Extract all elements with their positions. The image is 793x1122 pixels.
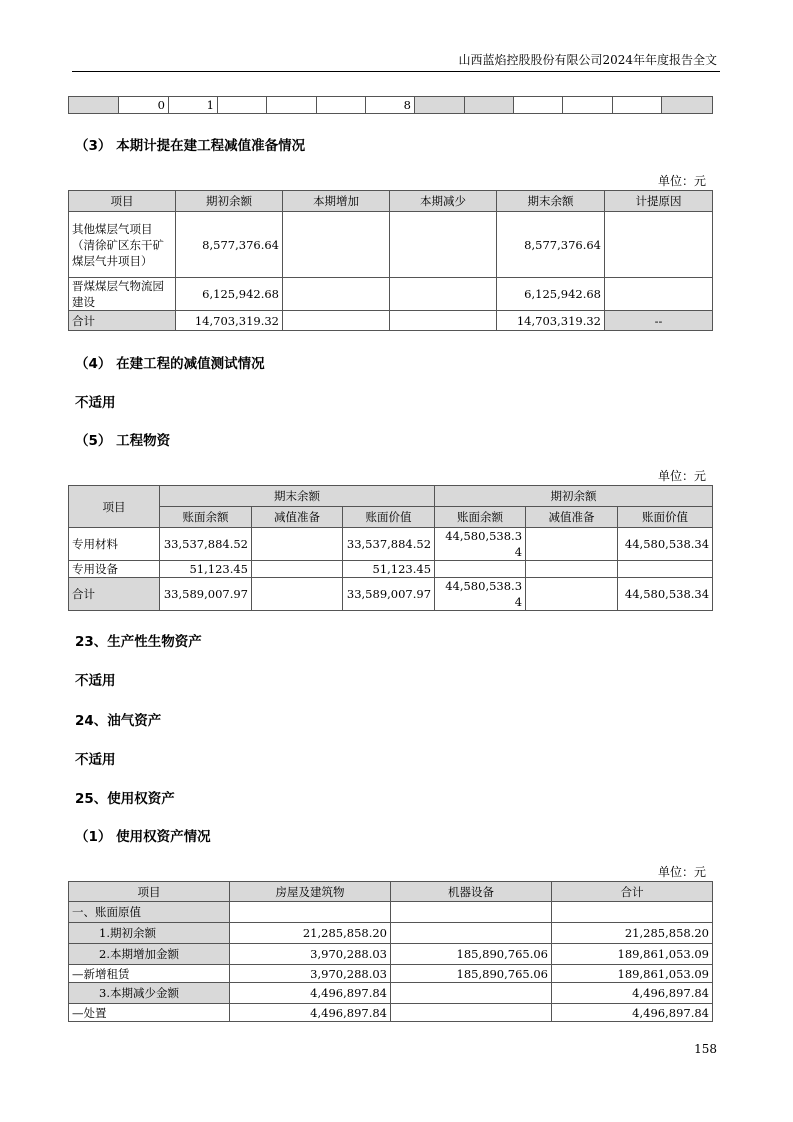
column-header: 项目 [69, 486, 160, 528]
table-cell: 44,580,538.34 [435, 578, 526, 611]
table-cell [391, 923, 552, 944]
table-cell [526, 561, 618, 578]
table-row [69, 278, 713, 311]
section-heading-impairment-test: （4） 在建工程的减值测试情况 [75, 356, 265, 372]
table-cell: 185,890,765.06 [391, 944, 552, 965]
row-label: 专用设备 [69, 561, 160, 578]
column-header: 机器设备 [391, 882, 552, 902]
table-cell: 4,496,897.84 [230, 983, 391, 1004]
column-header: 账面价值 [343, 507, 435, 528]
column-header: 期初余额 [176, 191, 283, 212]
section-heading-oil-gas: 24、油气资产 [75, 713, 162, 729]
table-cell: -- [605, 311, 713, 331]
column-header: 账面余额 [435, 507, 526, 528]
table-cell: 14,703,319.32 [176, 311, 283, 331]
table-cell [613, 97, 662, 114]
table-cell: 8,577,376.64 [497, 212, 605, 278]
column-header: 本期减少 [390, 191, 497, 212]
table-row [69, 983, 713, 1004]
table-cell: 21,285,858.20 [552, 923, 713, 944]
not-applicable-text: 不适用 [75, 673, 116, 689]
section-heading-rou-detail: （1） 使用权资产情况 [75, 829, 211, 845]
table-cell [391, 1004, 552, 1022]
table-cell [605, 212, 713, 278]
row-label: 合计 [69, 311, 176, 331]
materials-table [68, 485, 713, 611]
row-label: —处置 [69, 1004, 230, 1022]
table-row [69, 1004, 713, 1022]
section-heading-rou-assets: 25、使用权资产 [75, 791, 175, 807]
column-header: 计提原因 [605, 191, 713, 212]
header-divider [72, 71, 720, 72]
unit-label: 单位：元 [657, 469, 706, 483]
table-row [69, 212, 713, 278]
column-header: 期末余额 [497, 191, 605, 212]
table-cell [391, 983, 552, 1004]
table-cell: 44,580,538.34 [618, 528, 713, 561]
table-cell: 33,537,884.52 [343, 528, 435, 561]
table-cell [618, 561, 713, 578]
column-header: 本期增加 [283, 191, 390, 212]
table-cell: 3,970,288.03 [230, 944, 391, 965]
table-row-total [69, 311, 713, 331]
row-label: 1.期初余额 [69, 923, 230, 944]
table-cell [526, 578, 618, 611]
page-number: 158 [694, 1042, 717, 1056]
table-cell: 4,496,897.84 [552, 1004, 713, 1022]
table-cell: 44,580,538.34 [618, 578, 713, 611]
row-label: 2.本期增加金额 [69, 944, 230, 965]
table-cell: 8 [366, 97, 415, 114]
table-cell: 1 [169, 97, 218, 114]
table-cell: 51,123.45 [160, 561, 252, 578]
table-cell: 33,537,884.52 [160, 528, 252, 561]
table-cell [69, 97, 119, 114]
table-cell [283, 311, 390, 331]
table-cell [415, 97, 465, 114]
table-cell: 4,496,897.84 [230, 1004, 391, 1022]
table-cell [563, 97, 613, 114]
table-cell [605, 278, 713, 311]
table-cell [283, 278, 390, 311]
table-cell [218, 97, 267, 114]
table-cell [230, 902, 391, 923]
table-cell: 14,703,319.32 [497, 311, 605, 331]
table-cell: 0 [119, 97, 169, 114]
table-cell: 185,890,765.06 [391, 965, 552, 983]
table-row [69, 965, 713, 983]
table-row [69, 944, 713, 965]
table-cell [283, 212, 390, 278]
table-cell [514, 97, 563, 114]
table-row [69, 902, 713, 923]
column-header: 账面价值 [618, 507, 713, 528]
rou-table [68, 881, 713, 1022]
table-cell [662, 97, 713, 114]
table-cell [390, 311, 497, 331]
unit-label: 单位：元 [657, 174, 706, 188]
column-header: 项目 [69, 191, 176, 212]
row-label: 其他煤层气项目（清徐矿区东干矿煤层气井项目） [69, 212, 176, 278]
impairment-table [68, 190, 713, 331]
not-applicable-text: 不适用 [75, 395, 116, 411]
row-label: 晋煤煤层气物流园建设 [69, 278, 176, 311]
table-row [69, 923, 713, 944]
table-cell [391, 902, 552, 923]
column-header: 减值准备 [252, 507, 343, 528]
table-row-total [69, 578, 713, 611]
table-cell: 189,861,053.09 [552, 944, 713, 965]
section-heading-materials: （5） 工程物资 [75, 433, 171, 449]
table-cell: 6,125,942.68 [176, 278, 283, 311]
table-cell: 189,861,053.09 [552, 965, 713, 983]
table-cell: 44,580,538.34 [435, 528, 526, 561]
table-row [69, 528, 713, 561]
table-cell [317, 97, 366, 114]
table-row [69, 561, 713, 578]
table-cell: 4,496,897.84 [552, 983, 713, 1004]
table-cell [435, 561, 526, 578]
table-cell [252, 561, 343, 578]
table-cell: 8,577,376.64 [176, 212, 283, 278]
table-cell: 33,589,007.97 [343, 578, 435, 611]
report-header: 山西蓝焰控股股份有限公司2024年年度报告全文 [458, 53, 717, 67]
column-header: 项目 [69, 882, 230, 902]
column-group-header: 期初余额 [435, 486, 713, 507]
section-heading-bio-assets: 23、生产性生物资产 [75, 634, 202, 650]
table-cell [252, 528, 343, 561]
table-cell: 6,125,942.68 [497, 278, 605, 311]
not-applicable-text: 不适用 [75, 752, 116, 768]
table-cell [465, 97, 514, 114]
table-cell: 33,589,007.97 [160, 578, 252, 611]
section-heading-impairment: （3） 本期计提在建工程减值准备情况 [75, 138, 306, 154]
row-label: 3.本期减少金额 [69, 983, 230, 1004]
row-label: 专用材料 [69, 528, 160, 561]
unit-label: 单位：元 [657, 865, 706, 879]
column-header: 账面余额 [160, 507, 252, 528]
table-cell [526, 528, 618, 561]
row-label: 一、账面原值 [69, 902, 230, 923]
table-cell [390, 212, 497, 278]
table-cell [390, 278, 497, 311]
column-group-header: 期末余额 [160, 486, 435, 507]
table-cell [267, 97, 317, 114]
table-cell [552, 902, 713, 923]
table-cell: 3,970,288.03 [230, 965, 391, 983]
table-cell: 51,123.45 [343, 561, 435, 578]
row-label: 合计 [69, 578, 160, 611]
column-header: 房屋及建筑物 [230, 882, 391, 902]
column-header: 合计 [552, 882, 713, 902]
continuation-table [68, 96, 713, 114]
column-header: 减值准备 [526, 507, 618, 528]
row-label: —新增租赁 [69, 965, 230, 983]
table-cell [252, 578, 343, 611]
table-cell: 21,285,858.20 [230, 923, 391, 944]
